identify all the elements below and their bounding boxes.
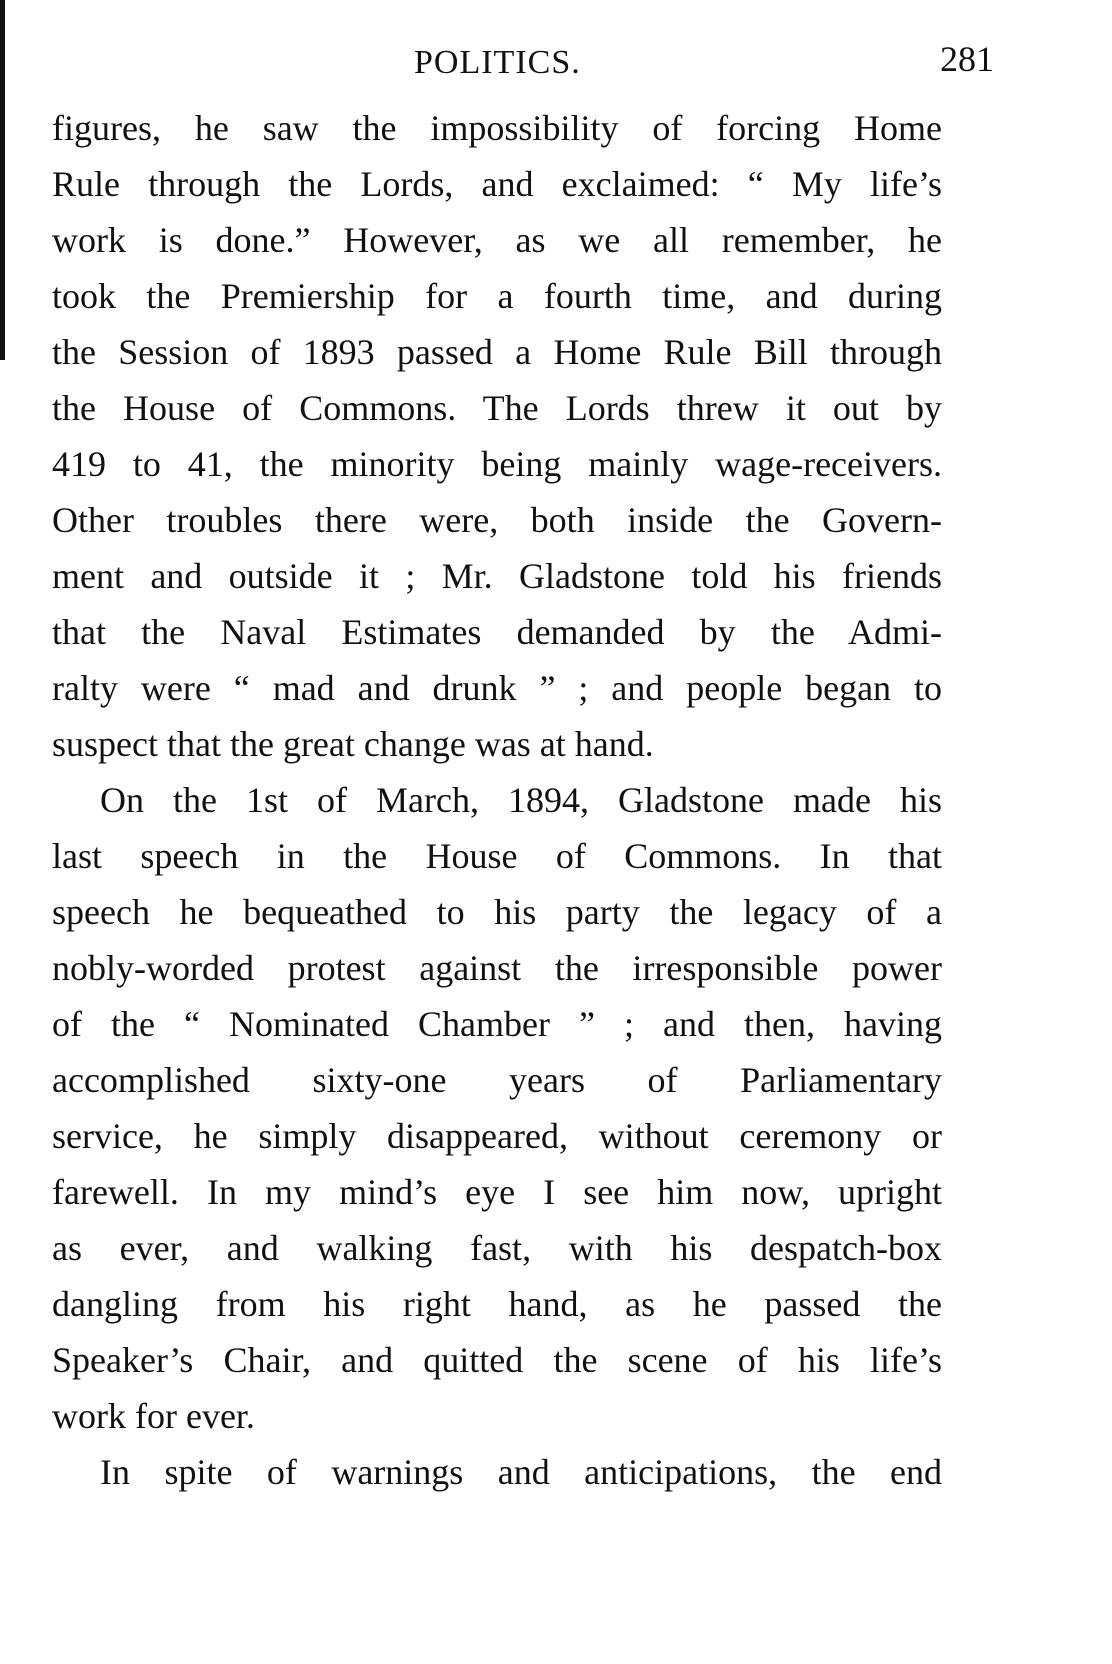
page-edge-rule [0, 0, 5, 360]
text-line: figures, he saw the impossibility of forcing Home [52, 108, 942, 148]
text-line: Speaker’s Chair, and quitted the scene of his life’s [52, 1340, 942, 1380]
text-line: ment and outside it ; Mr. Gladstone told his friends [52, 556, 942, 596]
text-line: the House of Commons. The Lords threw it out by [52, 388, 942, 428]
running-head-title: POLITICS. [414, 44, 581, 81]
text-line: Other troubles there were, both inside the Govern- [52, 500, 942, 540]
text-line: farewell. In my mind’s eye I see him now, upright [52, 1172, 942, 1212]
text-line: of the “ Nominated Chamber ” ; and then, having [52, 1004, 942, 1044]
text-line: service, he simply disappeared, without ceremony or [52, 1116, 942, 1156]
text-line: In spite of warnings and anticipations, the end [100, 1452, 942, 1492]
text-line: On the 1st of March, 1894, Gladstone made his [100, 780, 942, 820]
text-line: accomplished sixty-one years of Parliamentary [52, 1060, 942, 1100]
text-line: took the Premiership for a fourth time, and during [52, 276, 942, 316]
text-line: dangling from his right hand, as he passed the [52, 1284, 942, 1324]
text-line: nobly-worded protest against the irresponsible power [52, 948, 942, 988]
text-line: as ever, and walking fast, with his despatch-box [52, 1228, 942, 1268]
text-line: 419 to 41, the minority being mainly wage-receivers. [52, 444, 942, 484]
text-line: that the Naval Estimates demanded by the Admi- [52, 612, 942, 652]
page-number: 281 [940, 39, 994, 79]
text-line: work is done.” However, as we all remember, he [52, 220, 942, 260]
text-line: ralty were “ mad and drunk ” ; and people began to [52, 668, 942, 708]
text-line: suspect that the great change was at hand. [52, 724, 654, 764]
text-line: Rule through the Lords, and exclaimed: “ My life’s [52, 164, 942, 204]
text-line: the Session of 1893 passed a Home Rule Bill through [52, 332, 942, 372]
text-line: last speech in the House of Commons. In that [52, 836, 942, 876]
text-line: speech he bequeathed to his party the legacy of a [52, 892, 942, 932]
text-line: work for ever. [52, 1396, 255, 1436]
